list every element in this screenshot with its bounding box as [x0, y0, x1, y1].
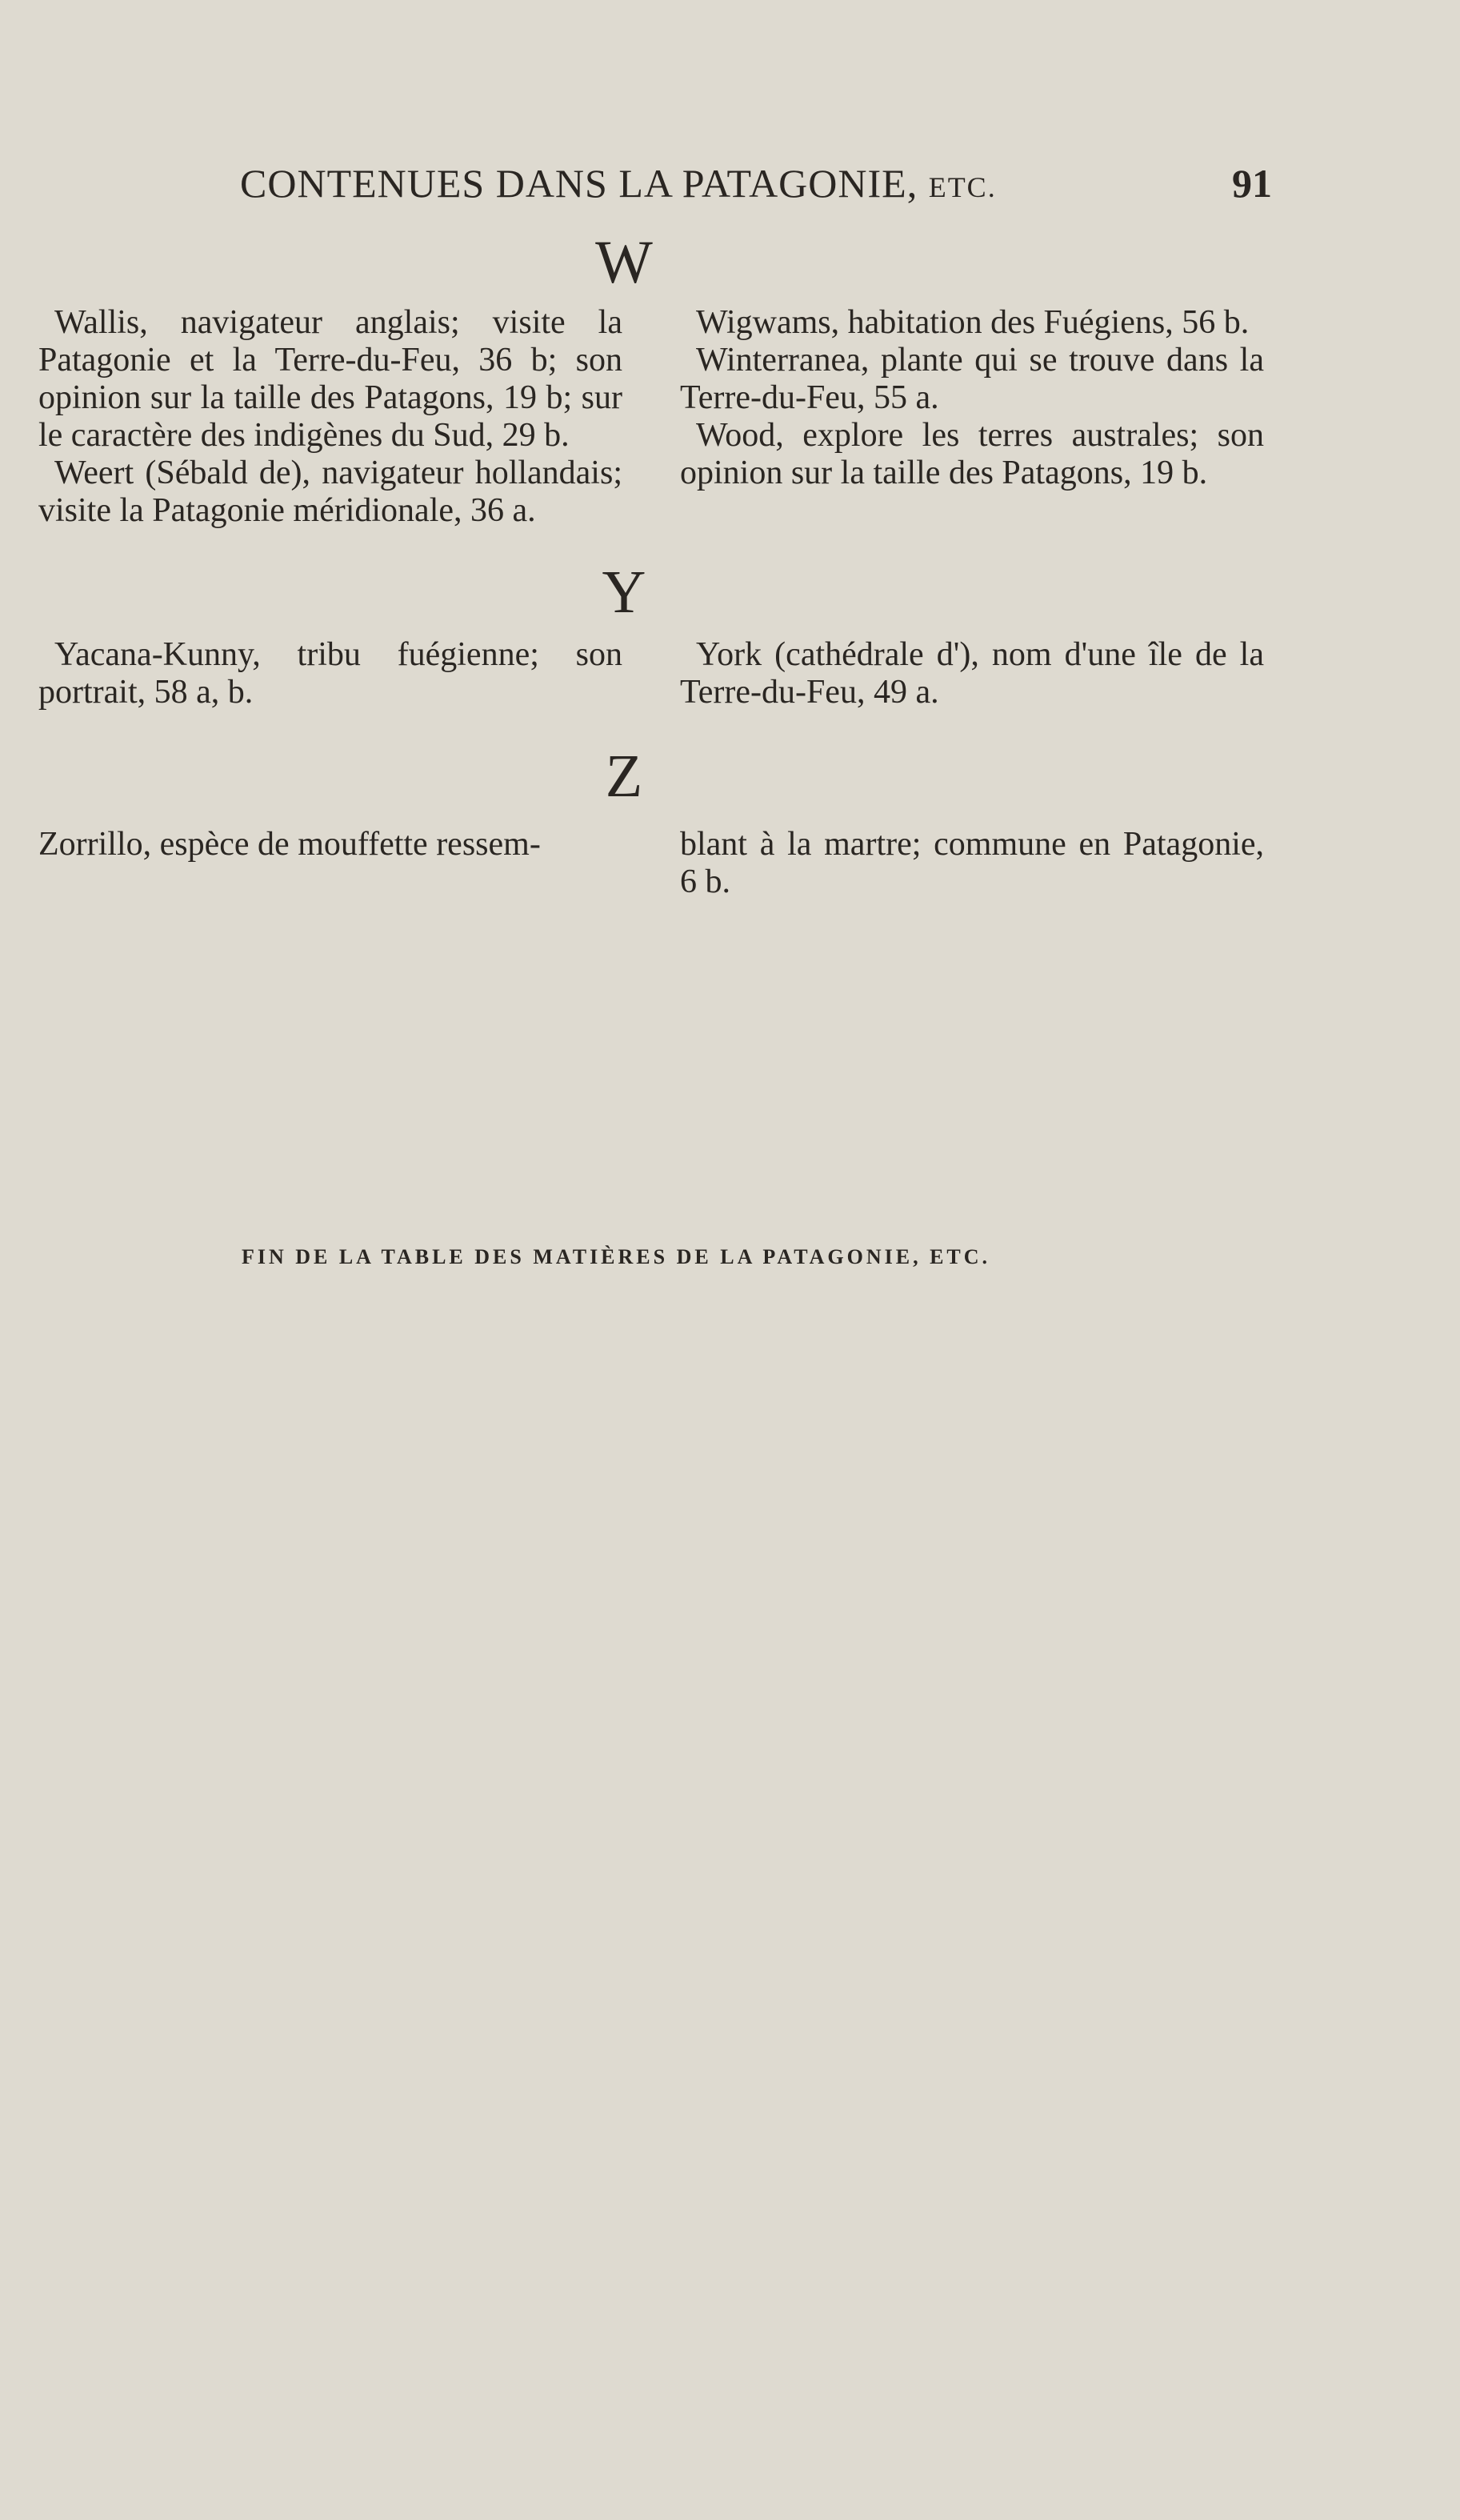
section-w-left-column [38, 304, 622, 530]
index-entry: Winterranea, plante qui se trouve dans la Terre-du-Feu, 55 a. [680, 342, 1264, 416]
index-entry: York (cathédrale d'), nom d'une île de la Terre-du-Feu, 49 a. [680, 636, 1264, 711]
index-entry: Wallis, navigateur anglais; visite la Patagonie et la Terre-du-Feu, 36 b; son opinion sur la taille des Patagons, 19 b; sur le caractère des indigènes du Sud, 29 b. [38, 304, 622, 454]
section-z-left-column [38, 826, 622, 901]
running-title-etc: ETC. [928, 171, 997, 203]
index-entry: Yacana-Kunny, tribu fuégienne; son portrait, 58 a, b. [38, 636, 622, 711]
running-title-main: CONTENUES DANS LA PATAGONIE, [240, 161, 929, 206]
index-entry: Wood, explore les terres australes; son opinion sur la taille des Patagons, 19 b. [680, 417, 1264, 491]
section-letter-z: Z [605, 743, 643, 810]
index-entry: Weert (Sébald de), navigateur hollandais; visite la Patagonie méridionale, 36 a. [38, 455, 622, 529]
page-number: 91 [1232, 161, 1272, 206]
running-title [240, 160, 997, 206]
section-w-entries [38, 304, 1264, 530]
section-w-right-column [680, 304, 1264, 530]
section-y-right-column [680, 636, 1264, 711]
running-head [240, 160, 1272, 208]
section-y-left-column [38, 636, 622, 711]
index-entry: Zorrillo, espèce de mouffette ressem- [38, 826, 541, 863]
end-of-table-note: FIN DE LA TABLE DES MATIÈRES DE LA PATAGONIE, ETC. [241, 1245, 991, 1268]
section-z-entries [38, 826, 1264, 901]
section-y-entries [38, 636, 1264, 711]
index-entry: blant à la martre; commune en Patagonie, 6 b. [680, 826, 1264, 900]
index-entry: Wigwams, habitation des Fuégiens, 56 b. [696, 304, 1250, 341]
section-z-right-column [680, 826, 1264, 901]
section-letter-w: W [595, 229, 653, 296]
section-letter-y: Y [602, 559, 646, 626]
